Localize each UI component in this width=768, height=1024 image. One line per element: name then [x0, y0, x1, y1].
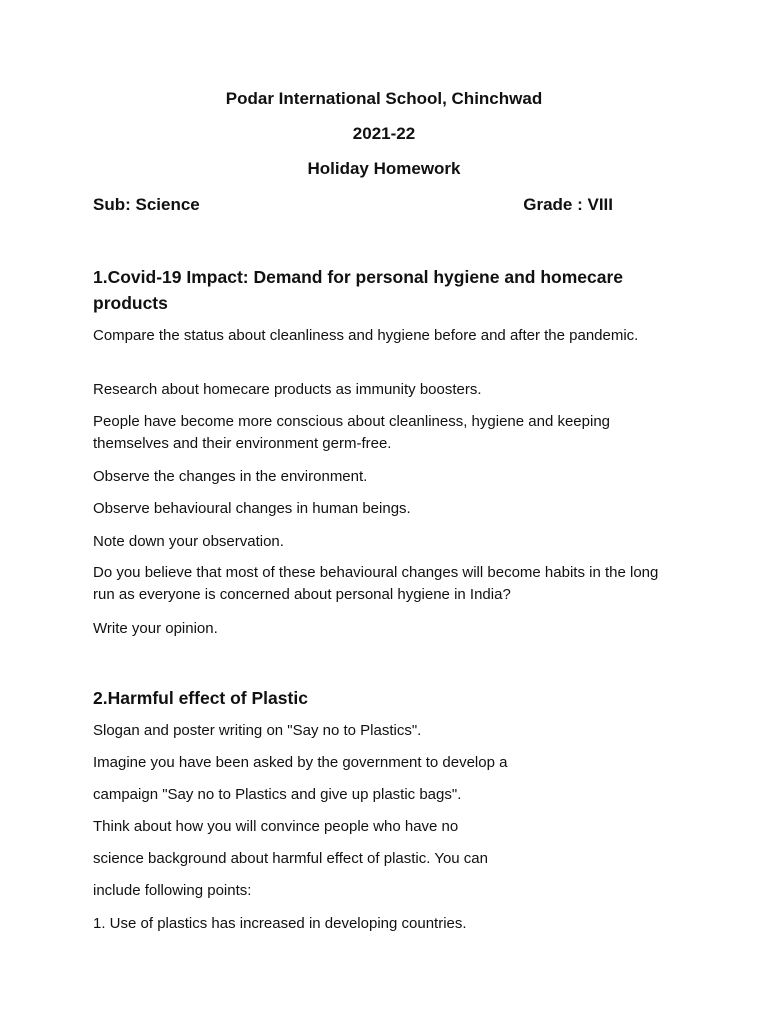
section-2-heading: 2.Harmful effect of Plastic: [93, 688, 308, 708]
section-1-paragraph: People have become more conscious about cleanliness, hygiene and keeping themselves and their environment germ-free.: [93, 413, 611, 452]
section-2-paragraph: Think about how you will convince people who have no: [93, 818, 459, 835]
academic-year: 2021-22: [352, 124, 416, 143]
section-2-paragraph: Imagine you have been asked by the government to develop a: [93, 754, 508, 771]
section-1-paragraph: Write your opinion.: [93, 620, 218, 637]
section-2-paragraph: Slogan and poster writing on "Say no to Plastics".: [93, 722, 422, 739]
grade-label: Grade : VIII: [523, 195, 613, 214]
section-2-paragraph: include following points:: [93, 882, 252, 899]
section-1-paragraph: Do you believe that most of these behavioural changes will become habits in the long run as everyone is concerned about personal hygiene in India?: [93, 564, 659, 603]
section-1-heading: 1.Covid-19 Impact: Demand for personal hygiene and homecare products: [93, 267, 623, 313]
section-1-paragraph: Research about homecare products as immunity boosters.: [93, 381, 482, 398]
subject-grade-line: [93, 195, 613, 215]
section-2-paragraph: science background about harmful effect of plastic. You can: [93, 850, 488, 867]
section-1-paragraph: Observe behavioural changes in human beings.: [93, 500, 411, 517]
section-1-paragraph: Note down your observation.: [93, 533, 284, 550]
subject-label: Sub: Science: [93, 195, 200, 214]
homework-title: Holiday Homework: [307, 159, 461, 178]
section-2-paragraph: campaign "Say no to Plastics and give up plastic bags".: [93, 786, 462, 803]
school-name: Podar International School, Chinchwad: [225, 89, 543, 108]
section-1-paragraph: Observe the changes in the environment.: [93, 468, 368, 485]
section-1-paragraph: Compare the status about cleanliness and hygiene before and after the pandemic.: [93, 327, 639, 344]
section-2-paragraph: 1. Use of plastics has increased in developing countries.: [93, 915, 467, 932]
